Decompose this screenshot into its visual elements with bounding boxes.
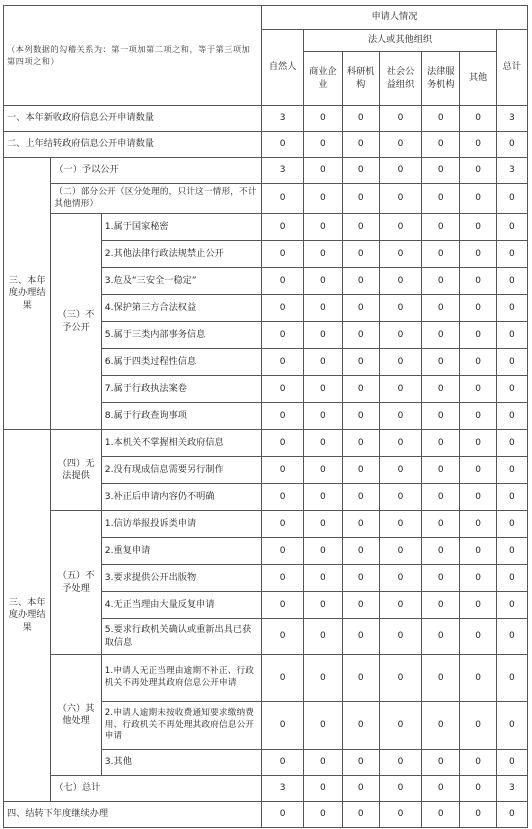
table-row: （六）其他处理 1.申请人无正当理由逾期不补正、行政机关不再处理其政府信息公开申请 0 0 0 0 0 0 0 bbox=[4, 655, 528, 702]
table-row: 5.属于三类内部事务信息 0 0 0 0 0 0 0 bbox=[4, 322, 528, 349]
cannot-provide-group: （四）无法提供 bbox=[51, 430, 101, 511]
table-row: 6.属于四类过程性信息 0 0 0 0 0 0 0 bbox=[4, 349, 528, 376]
table-row: 2.没有现成信息需要另行制作 0 0 0 0 0 0 0 bbox=[4, 457, 528, 484]
table-note: （本列数据的勾稽关系为：第一项加第二项之和，等于第三项加第四项之和） bbox=[4, 6, 262, 106]
table-row: （三）不予公开 1.属于国家秘密 0 0 0 0 0 0 0 bbox=[4, 214, 528, 241]
table-row: 四、结转下年度继续办理 0 0 0 0 0 0 0 bbox=[4, 802, 528, 828]
table-row: 3.其他 0 0 0 0 0 0 0 bbox=[4, 750, 528, 776]
table-row: 4.无正当理由大量反复申请 0 0 0 0 0 0 0 bbox=[4, 592, 528, 619]
table-row: （五）不予处理 1.信访举报投诉类申请 0 0 0 0 0 0 0 bbox=[4, 511, 528, 538]
table-row: 7.属于行政执法案卷 0 0 0 0 0 0 0 bbox=[4, 376, 528, 403]
table-row: 3.危及“三安全一稳定” 0 0 0 0 0 0 0 bbox=[4, 268, 528, 295]
legal-group-header: 法人或其他组织 bbox=[304, 30, 496, 52]
table-row: 3.要求提供公开出版物 0 0 0 0 0 0 0 bbox=[4, 565, 528, 592]
col-social: 社会公益组织 bbox=[379, 52, 421, 106]
col-law: 法律服务机构 bbox=[422, 52, 460, 106]
applicant-status-header: 申请人情况 bbox=[261, 6, 527, 30]
government-info-disclosure-table bbox=[3, 5, 528, 828]
col-research: 科研机构 bbox=[342, 52, 379, 106]
table-row: 三、本年度办理结果 （四）无法提供 1.本机关不掌握相关政府信息 0 0 0 0 0 0 0 bbox=[4, 430, 528, 457]
other-process-group: （六）其他处理 bbox=[51, 655, 101, 776]
table-row: 2.申请人逾期未按收费通知要求缴纳费用、行政机关不再处理其政府信息公开申请 0 0 0 0 0 0 0 bbox=[4, 702, 528, 750]
col-total: 总计 bbox=[496, 30, 527, 106]
not-process-group: （五）不予处理 bbox=[51, 511, 101, 655]
table-row: 2.其他法律行政法规禁止公开 0 0 0 0 0 0 0 bbox=[4, 241, 528, 268]
table-row: 一、本年新收政府信息公开申请数量 3 0 0 0 0 0 3 bbox=[4, 106, 528, 132]
not-open-group: （三）不予公开 bbox=[51, 214, 101, 430]
table-row: 3.补正后申请内容仍不明确 0 0 0 0 0 0 0 bbox=[4, 484, 528, 511]
result-group-top: 三、本年度办理结果 bbox=[4, 158, 51, 430]
col-other: 其他 bbox=[460, 52, 496, 106]
table-row: 二、上年结转政府信息公开申请数量 0 0 0 0 0 0 0 bbox=[4, 132, 528, 158]
col-natural-person: 自然人 bbox=[261, 30, 303, 106]
table-row: 2.重复申请 0 0 0 0 0 0 0 bbox=[4, 538, 528, 565]
col-business: 商业企业 bbox=[304, 52, 342, 106]
result-group-bottom: 三、本年度办理结果 bbox=[4, 430, 51, 802]
table-row: 8.属于行政查询事项 0 0 0 0 0 0 0 bbox=[4, 403, 528, 430]
table-row: （七）总计 3 0 0 0 0 0 3 bbox=[4, 776, 528, 802]
table-row: 三、本年度办理结果 （一）予以公开 3 0 0 0 0 0 3 bbox=[4, 158, 528, 184]
table-row: 4.保护第三方合法权益 0 0 0 0 0 0 0 bbox=[4, 295, 528, 322]
table-row: 5.要求行政机关确认或重新出具已获取信息 0 0 0 0 0 0 0 bbox=[4, 619, 528, 655]
table-row: （二）部分公开（区分处理的，只计这一情形，不计其他情形） 0 0 0 0 0 0 0 bbox=[4, 184, 528, 214]
